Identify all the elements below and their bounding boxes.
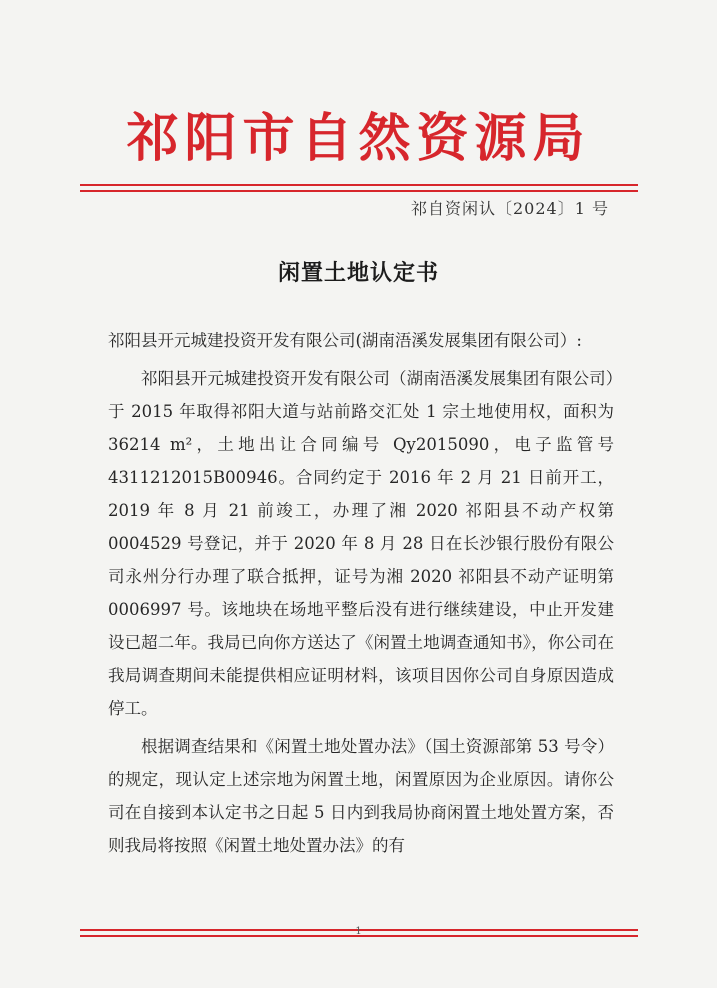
page-number: 1 [355, 926, 362, 937]
header-red-line-bottom [80, 190, 638, 192]
document-number: 祁自资闲认〔2024〕1 号 [411, 199, 609, 218]
document-title: 闲置土地认定书 [277, 260, 439, 286]
body-paragraph-2: 根据调查结果和《闲置土地处置办法》（国土资源部第 53 号令）的规定，现认定上述宗地为闲置土地，闲置原因为企业原因。请你公司在自接到本认定书之日起 5 日内到我局协商闲置土地处置方案，否则我局将按照《闲置土地处置办法》的有 [108, 737, 614, 855]
body-paragraph-1: 祁阳县开元城建投资开发有限公司（湖南浯溪发展集团有限公司）于 2015 年取得祁阳大道与站前路交汇处 1 宗土地使用权，面积为 36214 m²，土地出让合同编号 Qy2015090，电子监管号 4311212015B00946。合同约定于 2016 年 2 月 21 日前开工，2019 年 8 月 21 前竣工，办理了湘 2020 祁阳县不动产权第 0004529 号登记，并于 2020 年 8 月 28 日在长沙银行股份有限公司永州分行办理了联合抵押，证号为湘 2020 祁阳县不动产证明第 0006997 号。该地块在场地平整后没有进行继续建设，中止开发建设已超二年。我局已向你方送达了《闲置土地调查通知书》，你公司在我局调查期间未能提供相应证明材料，该项目因你公司自身原因造成停工。 [108, 369, 614, 718]
issuing-authority-title: 祁阳市自然资源局 [126, 111, 591, 168]
addressee: 祁阳县开元城建投资开发有限公司(湖南浯溪发展集团有限公司）: [108, 331, 582, 350]
header-red-line-top [80, 184, 638, 186]
document-body [108, 324, 614, 862]
